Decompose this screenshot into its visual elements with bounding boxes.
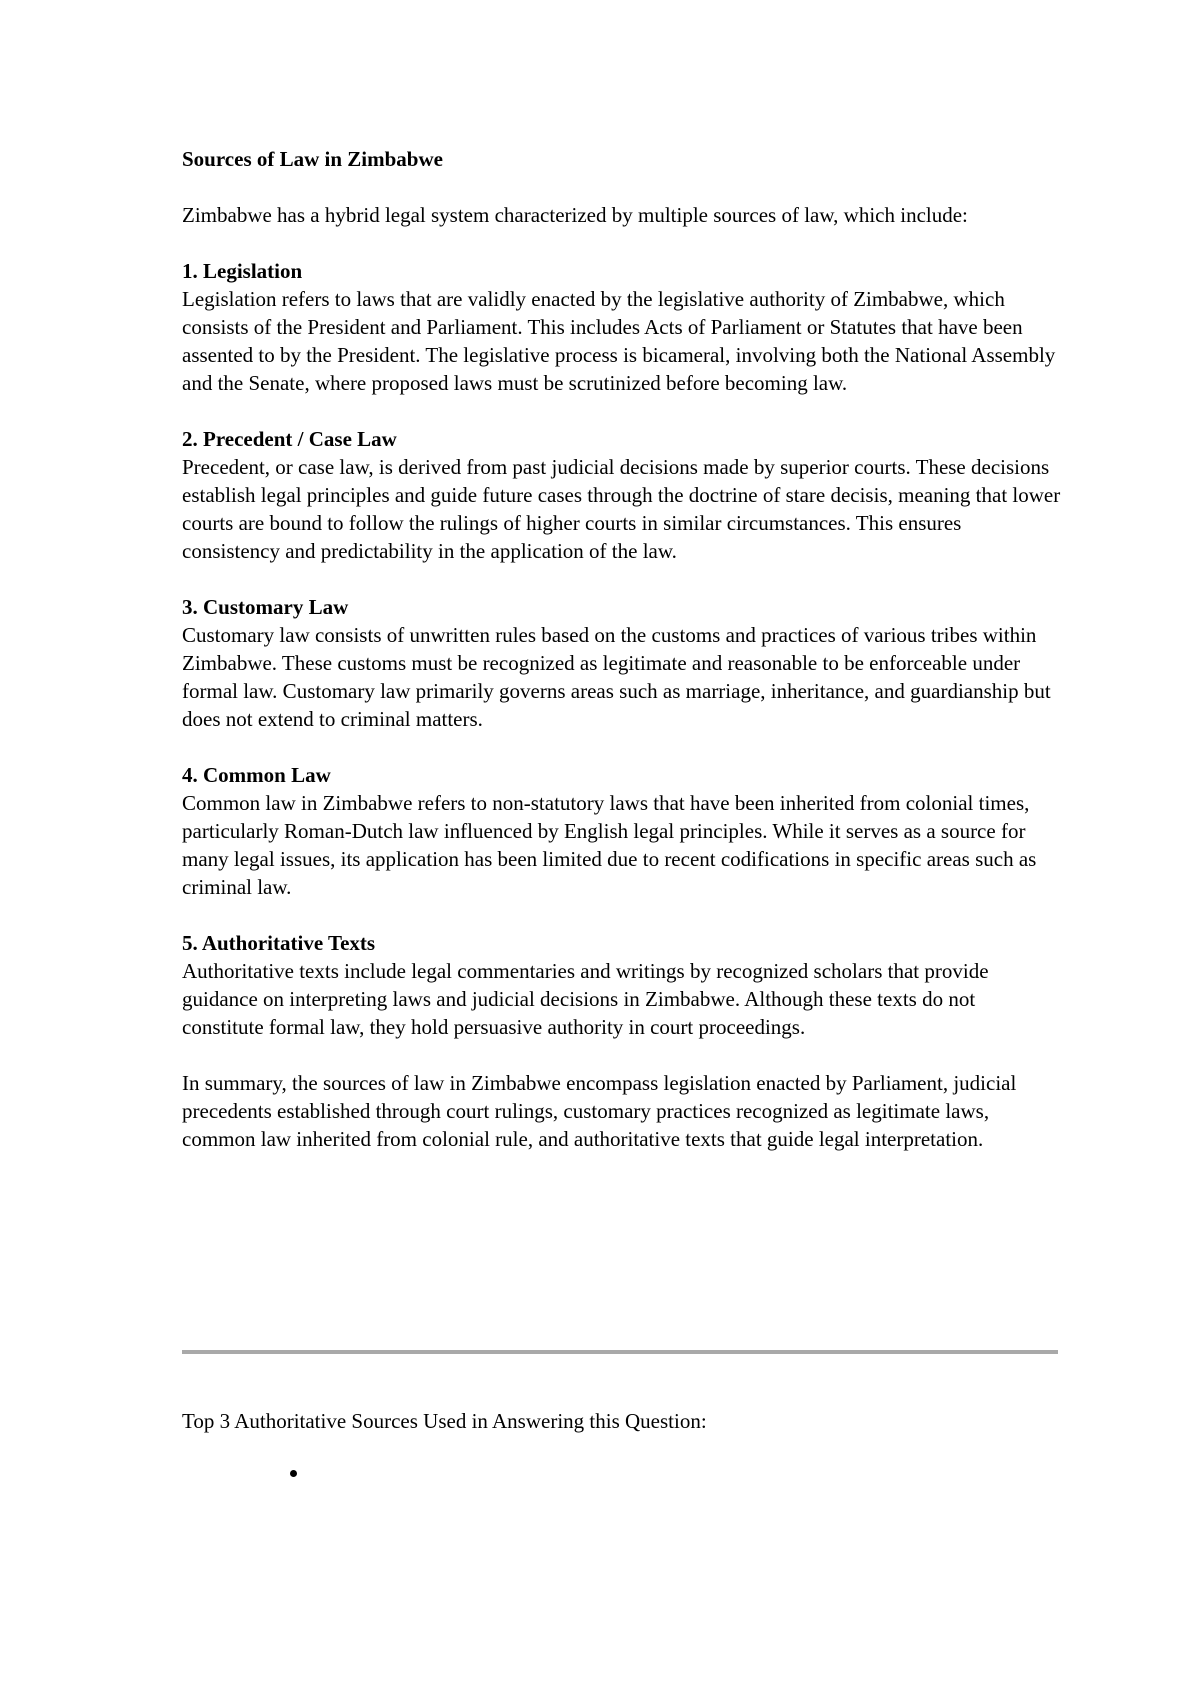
list-item (290, 1470, 297, 1477)
document-title: Sources of Law in Zimbabwe (182, 147, 443, 171)
section-body: Precedent, or case law, is derived from past judicial decisions made by superior courts. These decisions establish legal principles and guide future cases through the doctrine of stare decisis, meaning that lower courts are bound to follow the rulings of higher courts in similar circumstances. This ensures consistency and predictability in the application of the law. (182, 455, 1061, 563)
section-customary-law (182, 593, 1062, 733)
sources-list (290, 1460, 297, 1477)
section-heading: 5. Authoritative Texts (182, 931, 376, 955)
section-common-law (182, 761, 1062, 901)
section-body: Common law in Zimbabwe refers to non-statutory laws that have been inherited from colonial times, particularly Roman-Dutch law influenced by English legal principles. While it serves as a source for many legal issues, its application has been limited due to recent codifications in specific areas such as criminal law. (182, 791, 1037, 899)
intro-paragraph: Zimbabwe has a hybrid legal system characterized by multiple sources of law, which include: (182, 203, 968, 227)
section-body: Authoritative texts include legal commentaries and writings by recognized scholars that provide guidance on interpreting laws and judicial decisions in Zimbabwe. Although these texts do not constitute formal law, they hold persuasive authority in court proceedings. (182, 959, 989, 1039)
section-authoritative-texts (182, 929, 1062, 1041)
section-body: Customary law consists of unwritten rules based on the customs and practices of various tribes within Zimbabwe. These customs must be recognized as legitimate and reasonable to be enforceable under formal law. Customary law primarily governs areas such as marriage, inheritance, and guardianship but does not extend to criminal matters. (182, 623, 1051, 731)
section-precedent (182, 425, 1062, 565)
section-heading: 4. Common Law (182, 763, 331, 787)
section-legislation (182, 257, 1062, 397)
section-heading: 3. Customary Law (182, 595, 349, 619)
bullet-icon (290, 1470, 297, 1477)
sources-heading: Top 3 Authoritative Sources Used in Answering this Question: (182, 1409, 707, 1433)
summary-paragraph: In summary, the sources of law in Zimbabwe encompass legislation enacted by Parliament, judicial precedents established through court rulings, customary practices recognized as legitimate laws, common law inherited from colonial rule, and authoritative texts that guide legal interpretation. (182, 1071, 1017, 1151)
horizontal-rule (182, 1350, 1058, 1354)
section-heading: 2. Precedent / Case Law (182, 427, 397, 451)
section-body: Legislation refers to laws that are validly enacted by the legislative authority of Zimbabwe, which consists of the President and Parliament. This includes Acts of Parliament or Statutes that have been assented to by the President. The legislative process is bicameral, involving both the National Assembly and the Senate, where proposed laws must be scrutinized before becoming law. (182, 287, 1056, 395)
document-content (182, 145, 1062, 1174)
section-heading: 1. Legislation (182, 259, 303, 283)
